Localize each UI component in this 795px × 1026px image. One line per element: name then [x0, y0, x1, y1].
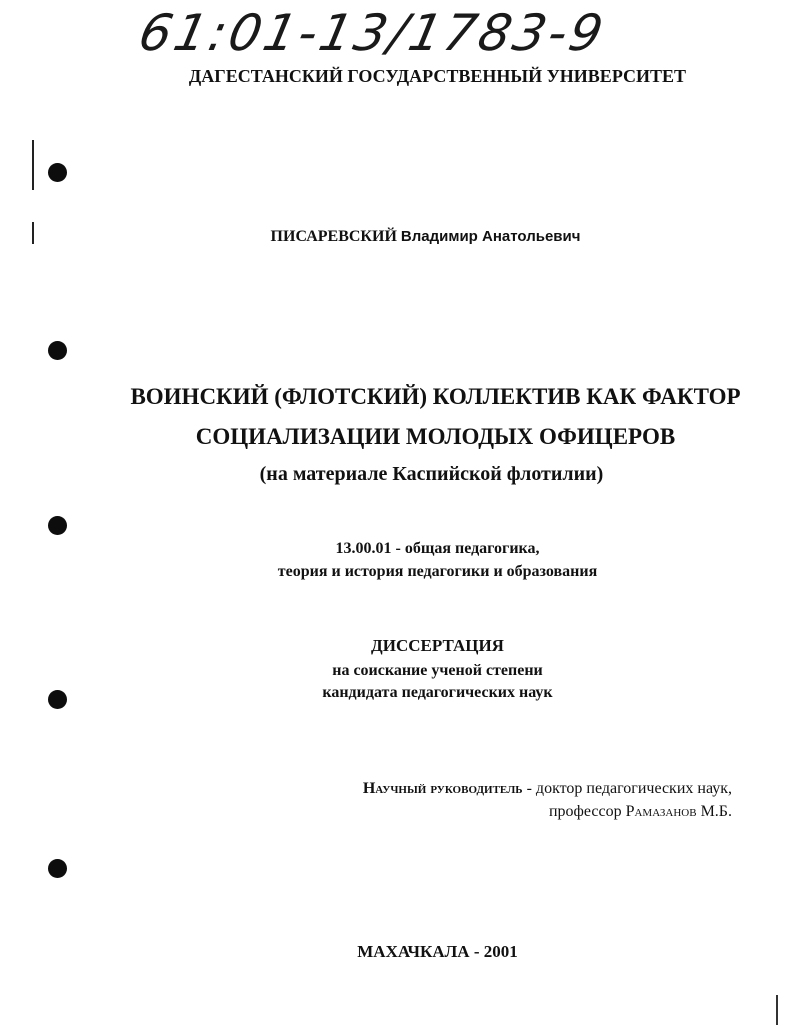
- specialty-code: 13.00.01 - общая педагогика,: [335, 540, 540, 557]
- binder-hole: [48, 516, 67, 535]
- author-given-names: Владимир Анатольевич: [400, 228, 581, 245]
- supervisor-line-2: [549, 803, 732, 821]
- university-name: ДАГЕСТАНСКИЙ ГОСУДАРСТВЕННЫЙ УНИВЕРСИТЕТ: [188, 66, 687, 86]
- degree-name: кандидата педагогических наук: [322, 684, 553, 701]
- scan-edge-mark: [32, 140, 34, 190]
- scan-edge-mark: [776, 995, 778, 1025]
- thesis-title-line-2: СОЦИАЛИЗАЦИИ МОЛОДЫХ ОФИЦЕРОВ: [195, 424, 676, 449]
- supervisor-initials: М.Б.: [696, 803, 732, 820]
- specialty-name: теория и история педагогики и образования: [277, 563, 598, 580]
- supervisor-surname: Рамазанов: [625, 803, 697, 820]
- binder-hole: [48, 163, 67, 182]
- supervisor-title: профессор: [548, 803, 626, 820]
- author-surname: ПИСАРЕВСКИЙ: [270, 228, 397, 245]
- thesis-title-line-1: ВОИНСКИЙ (ФЛОТСКИЙ) КОЛЛЕКТИВ КАК ФАКТОР: [130, 384, 741, 409]
- city-year: МАХАЧКАЛА - 2001: [357, 942, 518, 961]
- handwritten-catalog-number: 61:01-13/1783-9: [133, 4, 611, 62]
- author-name: [28, 228, 795, 246]
- supervisor-degree: - доктор педагогических наук,: [522, 780, 732, 797]
- supervisor-line-1: [363, 780, 732, 798]
- supervisor-label: Научный руководитель: [362, 780, 523, 797]
- degree-purpose: на соискание ученой степени: [332, 662, 543, 679]
- thesis-subtitle: (на материале Каспийской флотилии): [259, 463, 604, 485]
- document-type: ДИССЕРТАЦИЯ: [371, 636, 504, 655]
- binder-hole: [48, 341, 67, 360]
- binder-hole: [48, 859, 67, 878]
